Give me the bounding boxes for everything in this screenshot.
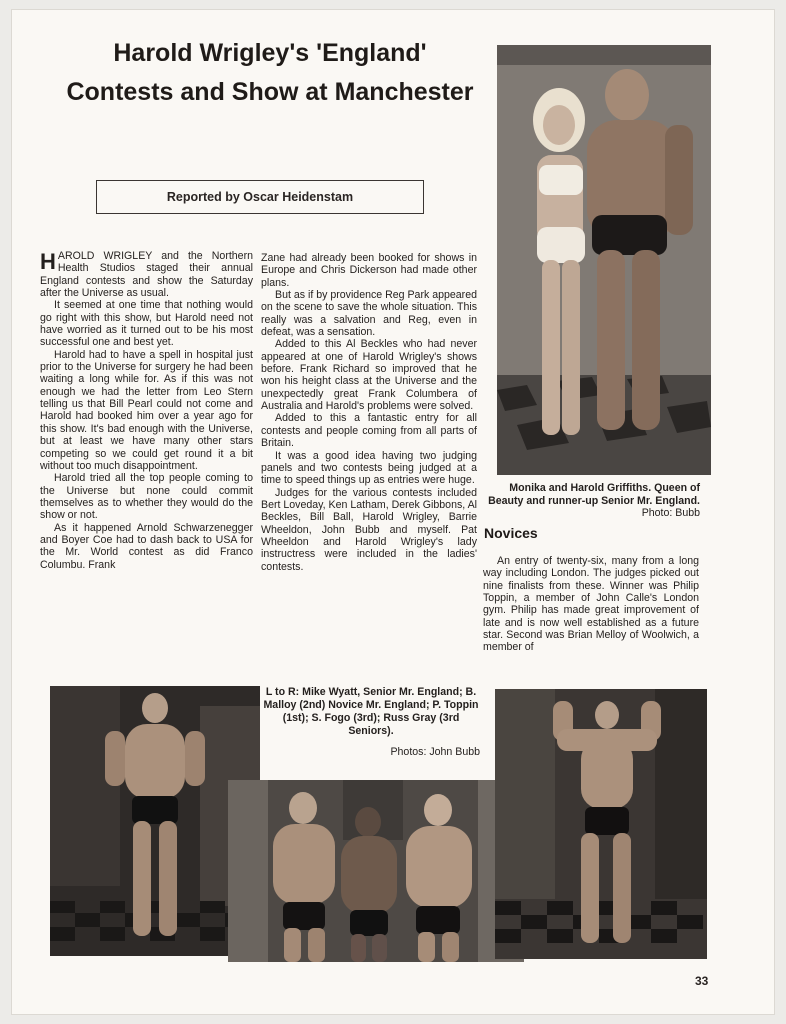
article-title: Harold Wrigley's 'England' Contests and Show at Manchester	[66, 39, 474, 106]
article-column-3	[483, 555, 699, 654]
caption-couple	[484, 482, 700, 520]
paragraph: Zane had already been booked for shows in Europe and Chris Dickerson had made other plans.	[261, 252, 477, 289]
photo-couple	[497, 45, 711, 475]
paragraph: Harold tried all the top people coming to the Universe but none could commit themselves as to whether they would do the show or not.	[40, 472, 253, 522]
caption-group-text: L to R: Mike Wyatt, Senior Mr. England; B. Malloy (2nd) Novice Mr. England; P. Toppin (1st); S. Fogo (3rd); Russ Gray (3rd Seniors).	[263, 686, 479, 737]
paragraph: Harold had to have a spell in hospital just prior to the Universe for surgery he had been waiting a long while for. As if this was not enough we had the letter from Leo Stern telling us that Bill Pearl could not come and Harold had booked him over a year ago for this show. It's bad enough with the Universe, but at least we have many other stars competing so we could get round it a bit without too much disappointment.	[40, 348, 253, 472]
article-column-1	[40, 250, 253, 571]
paragraph: It seemed at one time that nothing would go right with this show, but Harold need not have worried as it turned out to be his most successful one and best yet.	[40, 299, 253, 349]
byline: Reported by Oscar Heidenstam	[96, 180, 424, 214]
page-number: 33	[695, 974, 709, 988]
article-column-2	[261, 252, 477, 573]
paragraph: As it happened Arnold Schwarzenegger and Boyer Coe had to dash back to USA for the Mr. World contest as did Franco Columbu. Frank	[40, 521, 253, 571]
paragraph: Judges for the various contests included Bert Loveday, Ken Latham, Derek Gibbons, Al Beckles, Bill Ball, Harold Wrigley, Barrie Wheeldon, John Bubb and myself. Pat Wheeldon and Harold Wrigley's lady instructress were included in the ladies' contests.	[261, 486, 477, 573]
paragraph: Added to this a fantastic entry for all contests and people coming from all parts of Britain.	[261, 412, 477, 450]
paragraph: Added to this Al Beckles who had never appeared at one of Harold Wrigley's shows before. Frank Richard so improved that he won his height class at the Universe and the unexpectedly great Frank Columbera of Australia and Harold's problems were solved.	[261, 338, 477, 413]
paragraph: But as if by providence Reg Park appeared on the scene to save the whole situation. This really was a salvation and Reg, even in defeat, was a sensation.	[261, 289, 477, 339]
photo-three-bodybuilders	[228, 780, 524, 962]
photo-bodybuilder-right	[495, 689, 707, 959]
caption-group	[262, 686, 480, 759]
caption-couple-credit: Photo: Bubb	[641, 507, 700, 520]
paragraph: HAROLD WRIGLEY and the Northern Health Studios staged their annual England contests and show the Saturday after the Universe as usual.	[40, 249, 253, 300]
subhead-novices: Novices	[484, 525, 538, 541]
paragraph: An entry of twenty-six, many from a long way including London. The judges picked out nine finalists from these. Winner was Philip Toppin, a member of John Calle's London gym. Philip has made great improvement of late and is now well established as a future star. Second was Brian Melloy of Woolwich, a member of	[483, 555, 699, 654]
drop-cap: H	[40, 249, 56, 274]
caption-couple-text: Monika and Harold Griffiths. Queen of Beauty and runner-up Senior Mr. England.	[488, 482, 700, 507]
caption-group-credit: Photos: John Bubb	[390, 746, 480, 758]
paragraph: It was a good idea having two judging panels and two contests being judged at a time to speed things up as entries were huge.	[261, 449, 477, 487]
